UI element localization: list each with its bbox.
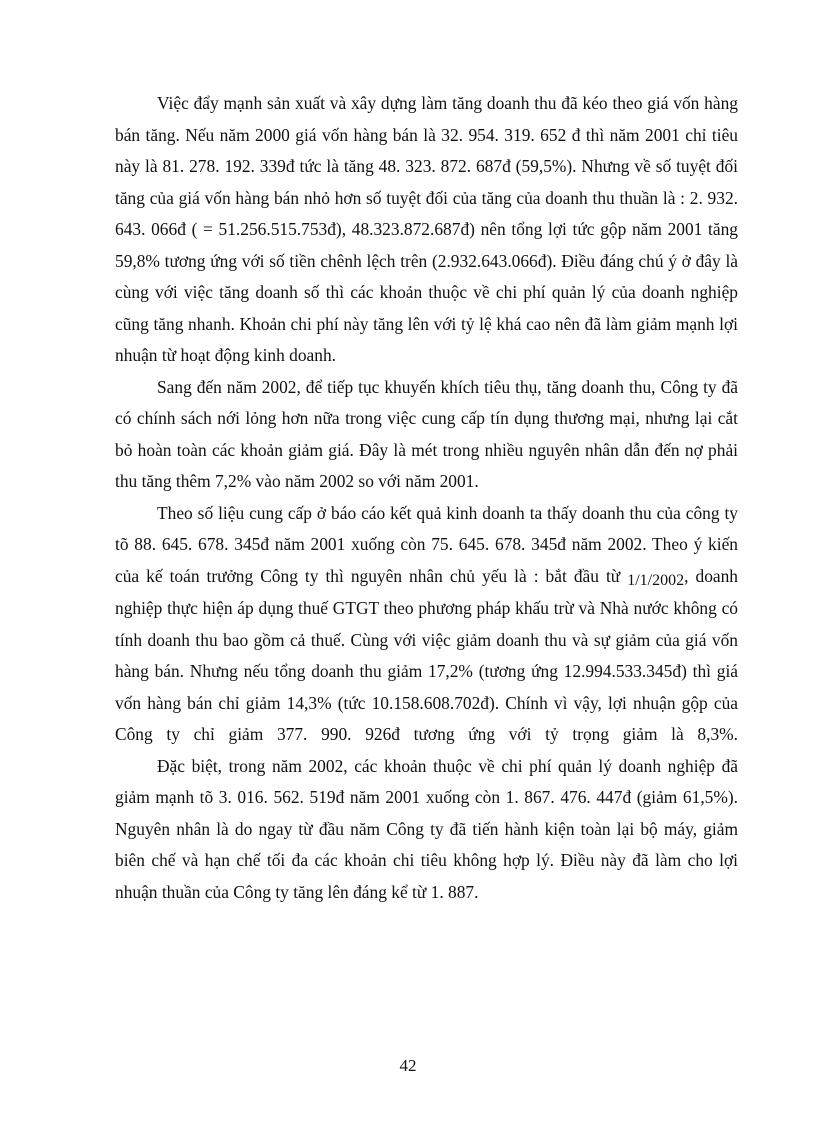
revenue-text-before: Theo số liệu cung cấp ở báo cáo kết quả kinh doanh ta thấy doanh thu của công ty tõ 88. 645. 678. 345đ năm 2001 xuống còn 75. 645. 678. 345đ năm 2002. Theo ý kiến của kế toán trưởng Công ty thì nguyên nhân chủ yếu là : bắt đầu từ [115,502,738,586]
document-body [115,88,738,908]
revenue-text-after: , doanh nghiệp thực hiện áp dụng thuế GTGT theo phương pháp khấu trừ và Nhà nước không có tính doanh thu bao gồm cả thuế. Cùng với việc giảm doanh thu và sự giảm của giá vốn hàng bán. Nhưng nếu tổng doanh thu giảm 17,2% (tương ứng 12.994.533.345đ) thì giá vốn hàng bán chỉ giảm 14,3% (tức 10.158.608.702đ). Chính vì vậy, lợi nhuận gộp của Công ty chỉ giảm 377. 990. 926đ tương ứng với tỷ trọng giảm là 8,3%. [115,565,738,744]
paragraph-cost-of-goods: Việc đẩy mạnh sản xuất và xây dựng làm tăng doanh thu đã kéo theo giá vốn hàng bán tăng. Nếu năm 2000 giá vốn hàng bán là 32. 954. 319. 652 đ thì năm 2001 chỉ tiêu này là 81. 278. 192. 339đ tức là tăng 48. 323. 872. 687đ (59,5%). Nhưng về số tuyệt đối tăng của giá vốn hàng bán nhỏ hơn số tuyệt đối của tăng của doanh thu thuần là : 2. 932. 643. 066đ ( = 51.256.515.753đ), 48.323.872.687đ) nên tổng lợi tức gộp năm 2001 tăng 59,8% tương ứng với số tiền chênh lệch trên (2.932.643.066đ). Điều đáng chú ý ở đây là cùng với việc tăng doanh số thì các khoản thuộc về chi phí quản lý của doanh nghiệp cũng tăng nhanh. Khoản chi phí này tăng lên với tỷ lệ khá cao nên đã làm giảm mạnh lợi nhuận từ hoạt động kinh doanh. [115,93,738,365]
page-number: 42 [399,1056,417,1075]
paragraph-revenue-decline [115,498,738,751]
paragraph-credit-policy: Sang đến năm 2002, để tiếp tục khuyến khích tiêu thụ, tăng doanh thu, Công ty đã có chính sách nới lỏng hơn nữa trong việc cung cấp tín dụng thương mại, nhưng lại cắt bỏ hoàn toàn các khoản giảm giá. Đây là mét trong nhiều nguyên nhân dẫn đến nợ phải thu tăng thêm 7,2% vào năm 2002 so với năm 2001. [115,376,738,491]
vat-start-date: 1/1/2002 [627,571,685,589]
paragraph-management-costs: Đặc biệt, trong năm 2002, các khoản thuộc về chi phí quản lý doanh nghiệp đã giảm mạnh tõ 3. 016. 562. 519đ năm 2001 xuống còn 1. 867. 476. 447đ (giảm 61,5%). Nguyên nhân là do ngay từ đầu năm Công ty đã tiến hành kiện toàn lại bộ máy, giảm biên chế và hạn chế tối đa các khoản chi tiêu không hợp lý. Điều này đã làm cho lợi nhuận thuần của Công ty tăng lên đáng kể từ 1. 887. [115,755,738,902]
